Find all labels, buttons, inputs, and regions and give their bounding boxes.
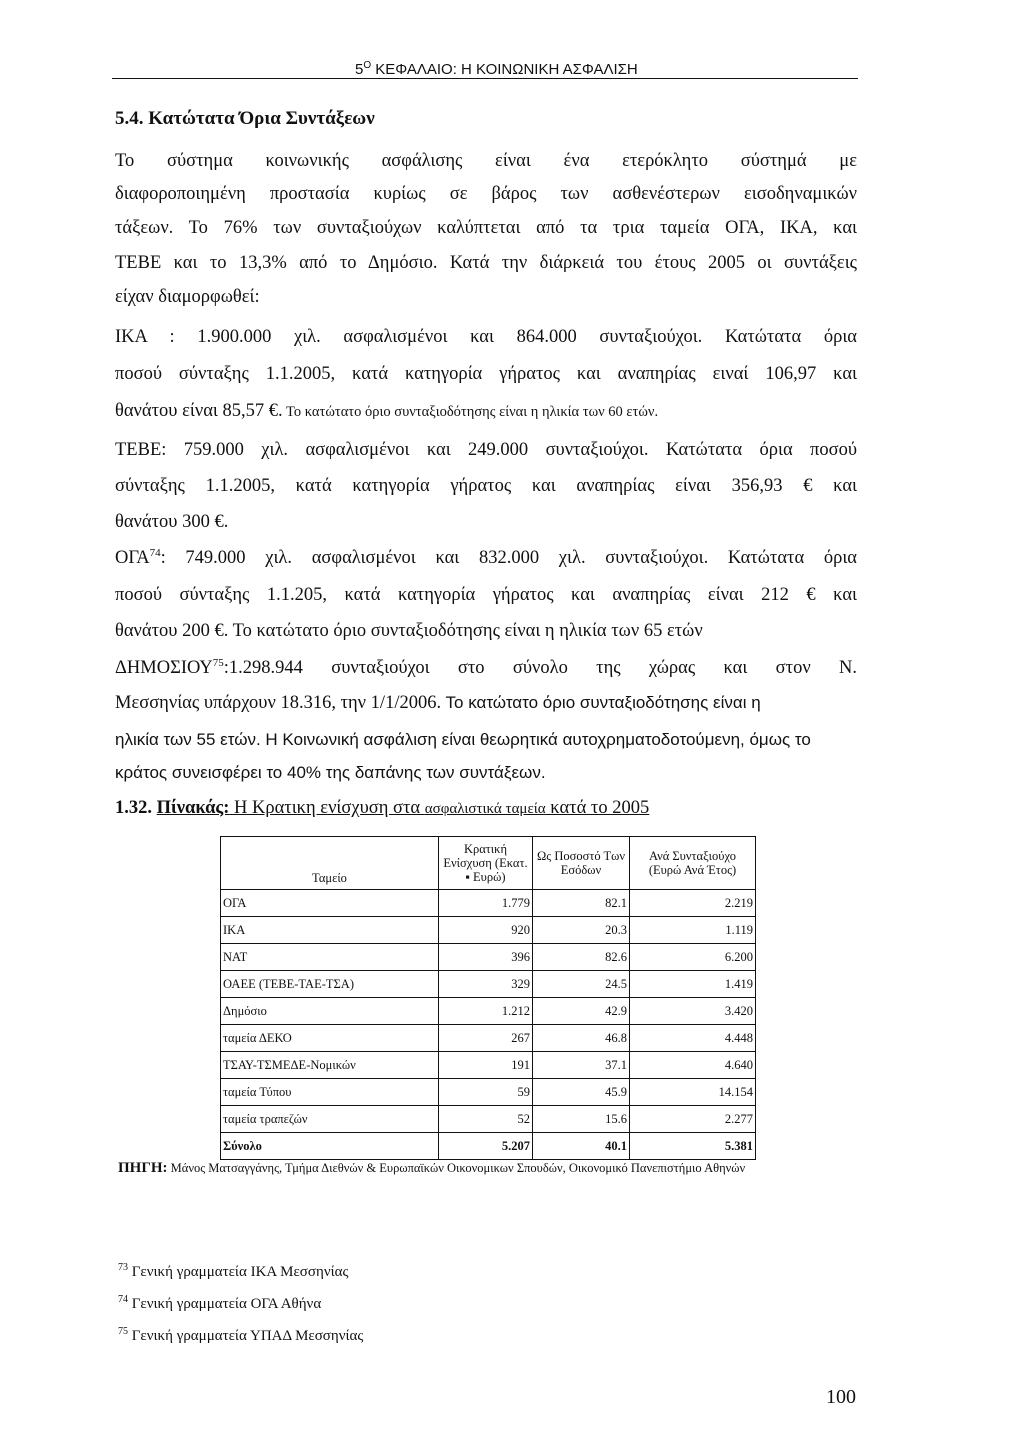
state-funding-table [220, 836, 756, 1160]
cell-funding: 5.207 [439, 1133, 533, 1160]
table-row [221, 1025, 756, 1052]
table-row [221, 1052, 756, 1079]
cell-fund: ΙΚΑ [221, 917, 439, 944]
cell-per-pensioner: 5.381 [630, 1133, 756, 1160]
running-header: $5^O$ ΚΕΦΑΛΑΙΟ: Η ΚΟΙΝΩΝΙΚΗ ΑΣΦΑΛΙΣΗ [355, 60, 638, 78]
cell-percent: 45.9 [533, 1079, 630, 1106]
dimosio-line-3: ηλικία των 55 ετών. Η Κοινωνική ασφάλιση είναι θεωρητικά αυτοχρηματοδοτούμενη, όμως το [115, 730, 811, 749]
cell-per-pensioner: 2.219 [630, 890, 756, 917]
tebe-line-3: θανάτου 300 €. [115, 512, 229, 532]
col-header-funding: Κρατική Ενίσχυση (Εκατ. ▪ Ευρώ) [439, 837, 533, 890]
cell-funding: 329 [439, 971, 533, 998]
ika-line-1: ΙΚΑ : 1.900.000 χιλ. ασφαλισμένοι και 864.000 συνταξιούχοι. Κατώτατα όρια [115, 327, 857, 347]
cell-fund: ταμεία Τύπου [221, 1079, 439, 1106]
cell-funding: 1.779 [439, 890, 533, 917]
cell-percent: 40.1 [533, 1133, 630, 1160]
intro-line-5: είχαν διαμορφωθεί: [115, 287, 260, 307]
tebe-line-2: σύνταξης 1.1.2005, κατά κατηγορία γήρατος και αναπηρίας είναι 356,93 € και [115, 476, 857, 496]
table-row [221, 998, 756, 1025]
cell-fund: Δημόσιο [221, 998, 439, 1025]
cell-fund: ΝΑΤ [221, 944, 439, 971]
intro-line-3: τάξεων. Το 76% των συνταξιούχων καλύπτεται από τα τρια ταμεία ΟΓΑ, ΙΚΑ, και [115, 218, 857, 238]
table-source: ΠΗΓΗ: Μάνος Ματσαγγάνης, Τμήμα Διεθνών & Ευρωπαϊκών Οικονομικων Σπουδών, Οικονομικό Πανεπιστήμιο Αθηνών [118, 1160, 746, 1176]
table-row [221, 1106, 756, 1133]
intro-line-2: διαφοροποιημένη προστασία κυρίως σε βάρος των ασθενέστερων εισοδηναμικών [115, 184, 857, 204]
cell-per-pensioner: 1.119 [630, 917, 756, 944]
cell-percent: 82.1 [533, 890, 630, 917]
page-number: 100 [826, 1386, 856, 1408]
cell-per-pensioner: 14.154 [630, 1079, 756, 1106]
section-title: 5.4. Κατώτατα Όρια Συντάξεων [115, 108, 375, 129]
table-row [221, 917, 756, 944]
cell-percent: 82.6 [533, 944, 630, 971]
dimosio-line-4: κράτος συνεισφέρει το 40% της δαπάνης των συντάξεων. [115, 763, 546, 782]
cell-percent: 24.5 [533, 971, 630, 998]
cell-funding: 1.212 [439, 998, 533, 1025]
cell-per-pensioner: 4.448 [630, 1025, 756, 1052]
cell-funding: 59 [439, 1079, 533, 1106]
footnote-75: $^{75}$ Γενική γραμματεία ΥΠΑΔ Μεσσηνίας [118, 1326, 364, 1344]
cell-percent: 20.3 [533, 917, 630, 944]
table-row [221, 1079, 756, 1106]
cell-per-pensioner: 4.640 [630, 1052, 756, 1079]
oga-line-2: ποσού σύνταξης 1.1.205, κατά κατηγορία γήρατος και αναπηρίας είναι 212 € και [115, 585, 857, 605]
cell-fund: ΟΓΑ [221, 890, 439, 917]
col-header-fund: Ταμείο [221, 837, 439, 890]
col-header-percent: Ως Ποσοστό Των Εσόδων [533, 837, 630, 890]
cell-fund: ΤΣΑΥ-ΤΣΜΕΔΕ-Νομικών [221, 1052, 439, 1079]
table-caption: 1.32. Πίνακάς: Η Κρατικη ενίσχυση στα ασφαλιστικά ταμεία κατά το 2005 [115, 798, 650, 818]
cell-per-pensioner: 6.200 [630, 944, 756, 971]
cell-percent: 37.1 [533, 1052, 630, 1079]
cell-fund: ΟΑΕΕ (ΤΕΒΕ-ΤΑΕ-ΤΣΑ) [221, 971, 439, 998]
cell-funding: 191 [439, 1052, 533, 1079]
table-header-row [221, 837, 756, 890]
ika-line-3: θανάτου είναι 85,57 €. Το κατώτατο όριο συνταξιοδότησης είναι η ηλικία των 60 ετών. [115, 401, 659, 421]
table-row [221, 944, 756, 971]
intro-line-1: Το σύστημα κοινωνικής ασφάλισης είναι ένα ετερόκλητο σύστημά με [115, 151, 857, 171]
footnote-74: $^{74}$ Γενική γραμματεία ΟΓΑ Αθήνα [118, 1294, 322, 1312]
intro-line-4: ΤΕΒΕ και το 13,3% από το Δημόσιο. Κατά την διάρκειά του έτους 2005 οι συντάξεις [115, 253, 857, 273]
ika-line-2: ποσού σύνταξης 1.1.2005, κατά κατηγορία γήρατος και αναπηρίας ειναί 106,97 και [115, 364, 857, 384]
dimosio-line-2: Μεσσηνίας υπάρχουν 18.316, την 1/1/2006. Το κατώτατο όριο συνταξιοδότησης είναι η [115, 693, 761, 713]
cell-percent: 42.9 [533, 998, 630, 1025]
cell-fund: ταμεία τραπεζών [221, 1106, 439, 1133]
cell-percent: 15.6 [533, 1106, 630, 1133]
cell-fund: ταμεία ΔΕΚΟ [221, 1025, 439, 1052]
cell-per-pensioner: 1.419 [630, 971, 756, 998]
table-row [221, 890, 756, 917]
cell-funding: 920 [439, 917, 533, 944]
cell-per-pensioner: 2.277 [630, 1106, 756, 1133]
oga-line-1: ΟΓΑ$^{74}$: 749.000 χιλ. ασφαλισμένοι και 832.000 χιλ. συνταξιούχοι. Κατώτατα όρια [115, 547, 857, 568]
cell-funding: 396 [439, 944, 533, 971]
table-row [221, 971, 756, 998]
header-rule [112, 78, 858, 79]
tebe-line-1: ΤΕΒΕ: 759.000 χιλ. ασφαλισμένοι και 249.000 συνταξιούχοι. Κατώτατα όρια ποσού [115, 440, 857, 460]
dimosio-line-1: ΔΗΜΟΣΙΟΥ$^{75}$:1.298.944 συνταξιούχοι στο σύνολο της χώρας και στον Ν. [115, 657, 857, 678]
cell-per-pensioner: 3.420 [630, 998, 756, 1025]
oga-line-3: θανάτου 200 €. Το κατώτατο όριο συνταξιοδότησης είναι η ηλικία των 65 ετών [115, 621, 703, 641]
cell-percent: 46.8 [533, 1025, 630, 1052]
col-header-per-pensioner: Ανά Συνταξιούχο (Ευρώ Ανά Έτος) [630, 837, 756, 890]
table-row [221, 1133, 756, 1160]
cell-fund: Σύνολο [221, 1133, 439, 1160]
cell-funding: 267 [439, 1025, 533, 1052]
cell-funding: 52 [439, 1106, 533, 1133]
footnote-73: $^{73}$ Γενική γραμματεία ΙΚΑ Μεσσηνίας [118, 1262, 349, 1280]
